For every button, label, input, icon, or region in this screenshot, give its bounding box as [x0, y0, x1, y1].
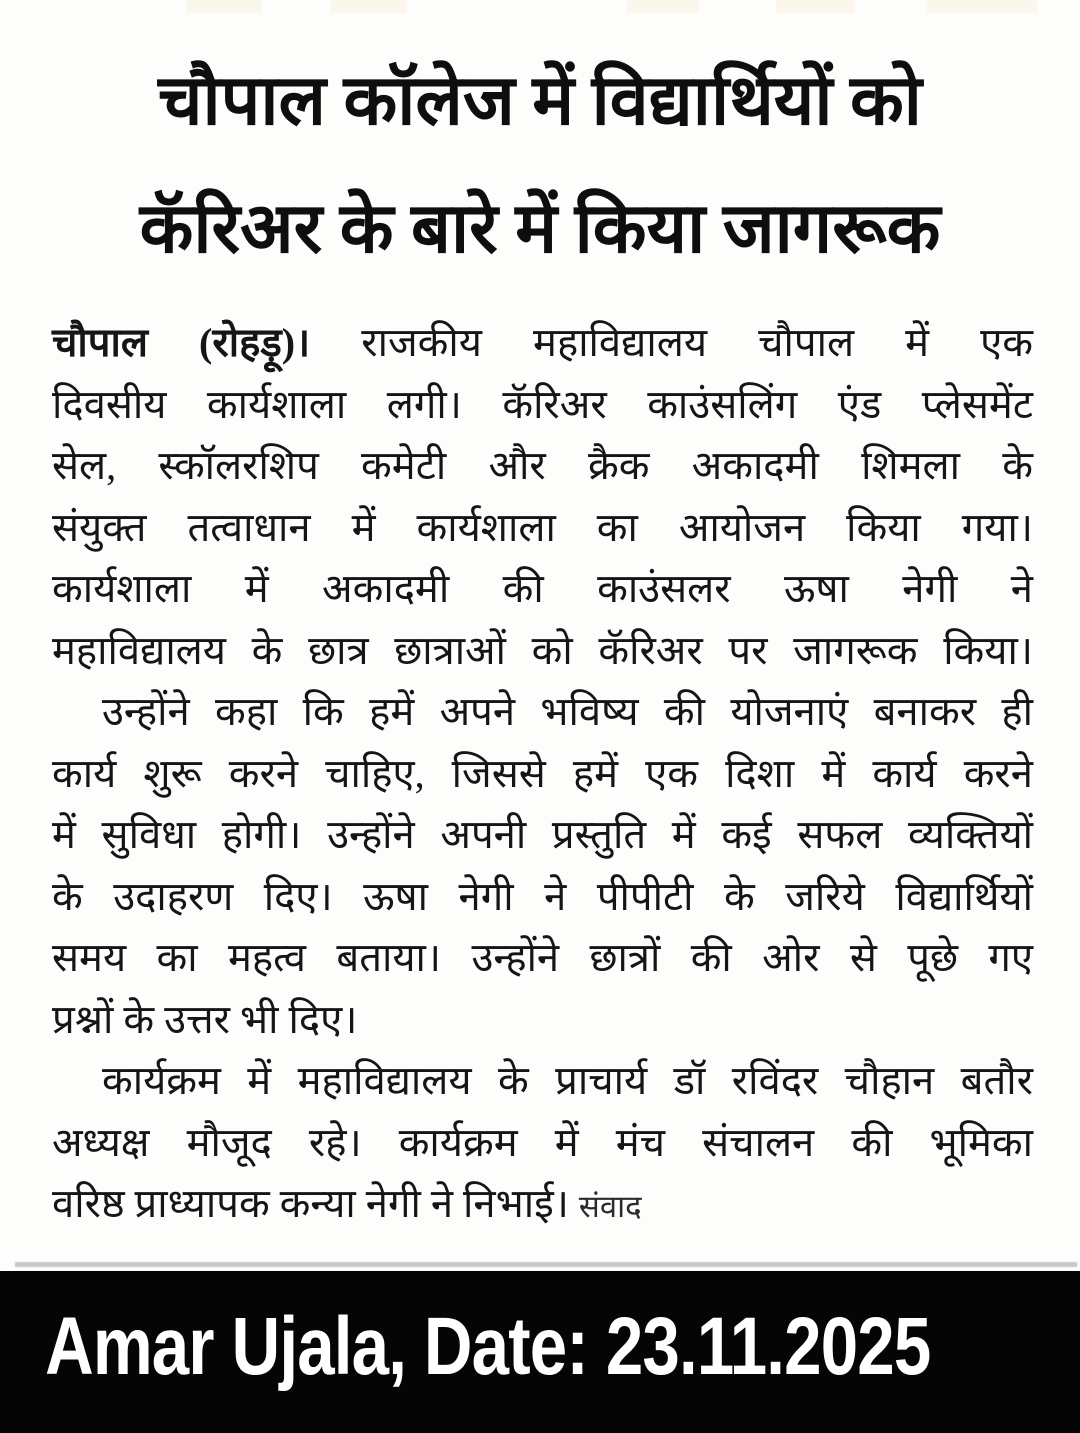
article-line: महाविद्यालय के छात्र छात्राओं को कॅरिअर पर जागरूक किया। [52, 627, 1033, 673]
article-line: कार्यशाला में अकादमी की काउंसलर ऊषा नेगी ने [52, 566, 1033, 611]
top-edge-artifact [927, 0, 1037, 13]
article-body [52, 312, 1033, 1235]
article-line [52, 312, 1033, 374]
top-edge-artifact [331, 0, 407, 13]
top-edge-artifact [186, 0, 262, 13]
article-line: के उदाहरण दिए। ऊषा नेगी ने पीपीटी के जरिये विद्यार्थियों [52, 873, 1033, 919]
headline-line-2: कॅरिअर के बारे में किया जागरूक [139, 191, 941, 268]
article-line: संयुक्त तत्वाधान में कार्यशाला का आयोजन किया गया। [52, 504, 1033, 550]
headline [0, 38, 1080, 294]
article-line: में सुविधा होगी। उन्होंने अपनी प्रस्तुति में कई सफल व्यक्तियों [52, 812, 1033, 857]
article-text: राजकीय महाविद्यालय चौपाल में एक [361, 320, 1033, 365]
reporter-credit: संवाद [578, 1189, 642, 1224]
source-label: Amar Ujala, Date: 23.11.2025 [45, 1301, 931, 1392]
top-edge-artifact [627, 0, 699, 13]
article-line: सेल, स्कॉलरशिप कमेटी और क्रैक अकादमी शिमला के [52, 443, 1033, 488]
article-line: प्रश्नों के उत्तर भी दिए। [52, 996, 358, 1042]
divider-line [15, 1262, 1077, 1267]
article-line: कार्य शुरू करने चाहिए, जिससे हमें एक दिशा में कार्य करने [52, 750, 1033, 796]
article-line: समय का महत्व बताया। उन्होंने छात्रों की ओर से पूछे गए [52, 935, 1033, 980]
top-edge-artifact [776, 0, 855, 13]
source-bar [0, 1271, 1080, 1433]
headline-line-1: चौपाल कॉलेज में विद्यार्थियों को [158, 63, 922, 140]
article-line: दिवसीय कार्यशाला लगी। कॅरिअर काउंसलिंग एंड प्लेसमेंट [52, 381, 1033, 427]
article-text: वरिष्ठ प्राध्यापक कन्या नेगी ने निभाई। [52, 1181, 569, 1226]
article-line: कार्यक्रम में महाविद्यालय के प्राचार्य डॉ रविंदर चौहान बतौर [102, 1058, 1033, 1103]
article-line: अध्यक्ष मौजूद रहे। कार्यक्रम में मंच संचालन की भूमिका [52, 1119, 1033, 1165]
dateline: चौपाल (रोहड़ू)। [52, 320, 311, 365]
article-line [52, 1173, 1033, 1235]
article-line: उन्होंने कहा कि हमें अपने भविष्य की योजनाएं बनाकर ही [102, 689, 1033, 734]
